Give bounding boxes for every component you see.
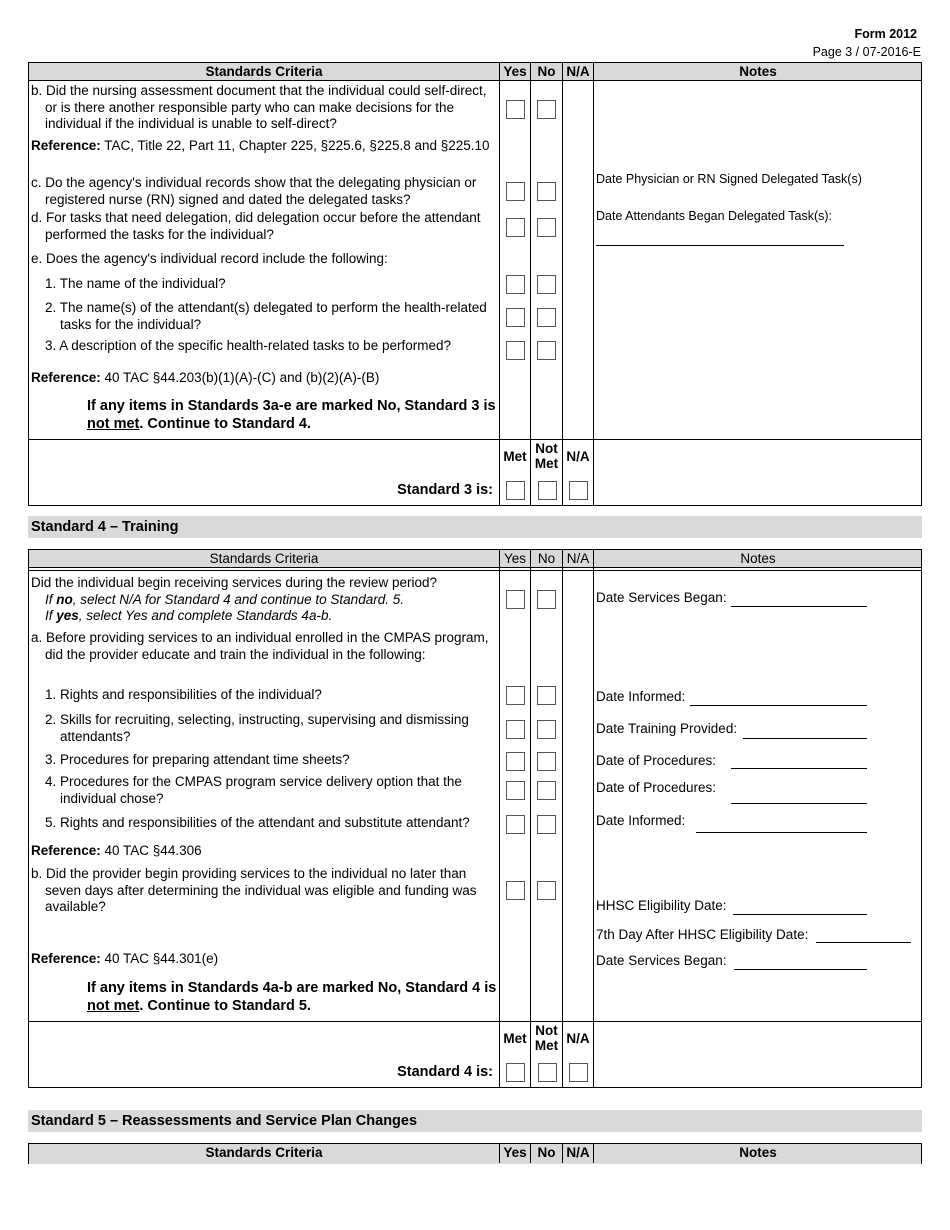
checkbox-4b-yes[interactable] xyxy=(506,881,525,900)
note-4a1: Date Informed: xyxy=(596,689,686,704)
checkbox-3-na[interactable] xyxy=(569,481,588,500)
checkbox-4a4-yes[interactable] xyxy=(506,781,525,800)
criteria-4a1: 1. Rights and responsibilities of the individual? xyxy=(45,687,322,702)
line-4a2[interactable] xyxy=(743,738,867,739)
form-number: Form 2012 xyxy=(854,27,917,41)
table-header-5 xyxy=(29,1144,921,1164)
note-4-services-began: Date Services Began: xyxy=(596,590,727,605)
criteria-4a2: 2. Skills for recruiting, selecting, instructing, supervising and dismissing attendants? xyxy=(45,712,469,744)
criteria-3e: e. Does the agency's individual record include the following: xyxy=(31,251,388,266)
checkbox-3d-yes[interactable] xyxy=(506,218,525,237)
reference-4-1: Reference: 40 TAC §44.306 xyxy=(31,843,202,858)
checkbox-4a3-yes[interactable] xyxy=(506,752,525,771)
checkbox-4-na[interactable] xyxy=(569,1063,588,1082)
checkbox-3e3-yes[interactable] xyxy=(506,341,525,360)
line-4-7day[interactable] xyxy=(816,942,911,943)
note-4-7day: 7th Day After HHSC Eligibility Date: xyxy=(596,927,809,942)
notes-header: Notes xyxy=(739,64,777,79)
checkbox-4-not-met[interactable] xyxy=(538,1063,557,1082)
standard-3-is: Standard 3 is: xyxy=(397,482,493,498)
checkbox-4-intro-yes[interactable] xyxy=(506,590,525,609)
criteria-4a5: 5. Rights and responsibilities of the attendant and substitute attendant? xyxy=(45,815,470,830)
na-header: N/A xyxy=(566,64,590,79)
checkbox-3-met[interactable] xyxy=(506,481,525,500)
criteria-3e1: 1. The name of the individual? xyxy=(45,276,226,291)
checkbox-3e2-no[interactable] xyxy=(537,308,556,327)
notes-header-5: Notes xyxy=(739,1145,777,1160)
checkbox-4-met[interactable] xyxy=(506,1063,525,1082)
na-header-4: N/A xyxy=(566,551,590,566)
no-header-4: No xyxy=(537,551,556,566)
checkbox-3b-yes[interactable] xyxy=(506,100,525,119)
note-4-services-began-2: Date Services Began: xyxy=(596,953,727,968)
note-4a5: Date Informed: xyxy=(596,813,686,828)
standard-4-statement: If any items in Standards 4a-b are marked No, Standard 4 is not met. Continue to Standard 5. xyxy=(87,980,497,1014)
reference-3-1: Reference: TAC, Title 22, Part 11, Chapter 225, §225.6, §225.8 and §225.10 xyxy=(31,138,490,153)
criteria-header-5: Standards Criteria xyxy=(205,1145,323,1160)
criteria-3c: c. Do the agency's individual records show that the delegating physician or registered nurse (RN) signed and dated the delegated tasks? xyxy=(31,175,477,207)
line-4a3[interactable] xyxy=(731,768,867,769)
line-4a4[interactable] xyxy=(731,803,867,804)
note-4a2: Date Training Provided: xyxy=(596,721,738,736)
checkbox-4a1-yes[interactable] xyxy=(506,686,525,705)
checkbox-4a5-yes[interactable] xyxy=(506,815,525,834)
criteria-4a3: 3. Procedures for preparing attendant time sheets? xyxy=(45,752,350,767)
reference-3-2: Reference: 40 TAC §44.203(b)(1)(A)-(C) and (b)(2)(A)-(B) xyxy=(31,370,380,385)
checkbox-4-intro-no[interactable] xyxy=(537,590,556,609)
table-header-4 xyxy=(29,550,921,568)
note-4a4: Date of Procedures: xyxy=(596,780,717,795)
note-4a3: Date of Procedures: xyxy=(596,753,717,768)
checkbox-3e1-yes[interactable] xyxy=(506,275,525,294)
criteria-3e3: 3. A description of the specific health-related tasks to be performed? xyxy=(45,338,451,353)
met-header-3: Met xyxy=(503,449,527,464)
checkbox-4a2-yes[interactable] xyxy=(506,720,525,739)
notes-header-4: Notes xyxy=(740,551,776,566)
criteria-3e2: 2. The name(s) of the attendant(s) delegated to perform the health-related tasks for the individual? xyxy=(45,300,487,332)
yes-header-4: Yes xyxy=(503,551,527,566)
checkbox-3b-no[interactable] xyxy=(537,100,556,119)
na-header-3: N/A xyxy=(566,449,590,464)
checkbox-4a5-no[interactable] xyxy=(537,815,556,834)
checkbox-4a4-no[interactable] xyxy=(537,781,556,800)
line-4-services-began-2[interactable] xyxy=(734,969,867,970)
standard-4-title: Standard 4 – Training xyxy=(28,516,922,538)
note-3c: Date Physician or RN Signed Delegated Task(s) xyxy=(596,172,862,186)
no-header: No xyxy=(537,64,556,79)
criteria-3d: d. For tasks that need delegation, did delegation occur before the attendant performed the tasks for the individual? xyxy=(31,210,481,242)
checkbox-4a3-no[interactable] xyxy=(537,752,556,771)
criteria-4b: b. Did the provider begin providing services to the individual no later than seven days after determining the individual was eligible and funding was available? xyxy=(31,866,477,914)
checkbox-3e2-yes[interactable] xyxy=(506,308,525,327)
standard-5-table xyxy=(28,1143,922,1164)
criteria-4a4: 4. Procedures for the CMPAS program service delivery option that the individual chose? xyxy=(45,774,462,806)
standard-3-statement: If any items in Standards 3a-e are marked No, Standard 3 is not met. Continue to Standard 4. xyxy=(87,398,496,432)
standard-4-table xyxy=(28,549,922,1088)
note-4-hhsc: HHSC Eligibility Date: xyxy=(596,898,727,913)
criteria-3b: b. Did the nursing assessment document that the individual could self-direct, or is there another responsible party who can make decisions for the individual if the individual is unable to self-direct? xyxy=(31,83,487,131)
checkbox-3e1-no[interactable] xyxy=(537,275,556,294)
checkbox-4a1-no[interactable] xyxy=(537,686,556,705)
line-4-services-began[interactable] xyxy=(731,606,867,607)
checkbox-4b-no[interactable] xyxy=(537,881,556,900)
table-header xyxy=(29,63,921,81)
line-4a1[interactable] xyxy=(690,705,867,706)
na-header-4b: N/A xyxy=(566,1031,590,1046)
checkbox-3d-no[interactable] xyxy=(537,218,556,237)
criteria-4-intro: Did the individual begin receiving services during the review period? If no, select N/A for Standard 4 and continue to Standard. 5. If yes, select Yes and complete Standards 4a-b. xyxy=(31,575,437,623)
yes-header-5: Yes xyxy=(503,1145,527,1160)
line-4a5[interactable] xyxy=(696,832,867,833)
standard-3-table xyxy=(28,62,922,506)
no-header-5: No xyxy=(537,1145,556,1160)
checkbox-3c-no[interactable] xyxy=(537,182,556,201)
note-3d-line[interactable] xyxy=(596,245,844,246)
not-met-header-4: Not Met xyxy=(534,1023,559,1053)
line-4-hhsc[interactable] xyxy=(733,914,867,915)
note-3d: Date Attendants Began Delegated Task(s): xyxy=(596,209,833,223)
checkbox-4a2-no[interactable] xyxy=(537,720,556,739)
checkbox-3-not-met[interactable] xyxy=(538,481,557,500)
yes-header: Yes xyxy=(503,64,527,79)
checkbox-3e3-no[interactable] xyxy=(537,341,556,360)
criteria-4a: a. Before providing services to an individual enrolled in the CMPAS program, did the provider educate and train the individual in the following: xyxy=(31,630,489,662)
standard-5-title: Standard 5 – Reassessments and Service Plan Changes xyxy=(28,1110,922,1132)
page-number: Page 3 / 07-2016-E xyxy=(812,45,921,59)
met-header-4: Met xyxy=(503,1031,527,1046)
na-header-5: N/A xyxy=(566,1145,590,1160)
standard-4-is: Standard 4 is: xyxy=(397,1064,493,1080)
reference-4-2: Reference: 40 TAC §44.301(e) xyxy=(31,951,219,966)
criteria-header-4: Standards Criteria xyxy=(209,551,319,566)
checkbox-3c-yes[interactable] xyxy=(506,182,525,201)
not-met-header-3: Not Met xyxy=(534,441,559,471)
criteria-header: Standards Criteria xyxy=(205,64,323,79)
